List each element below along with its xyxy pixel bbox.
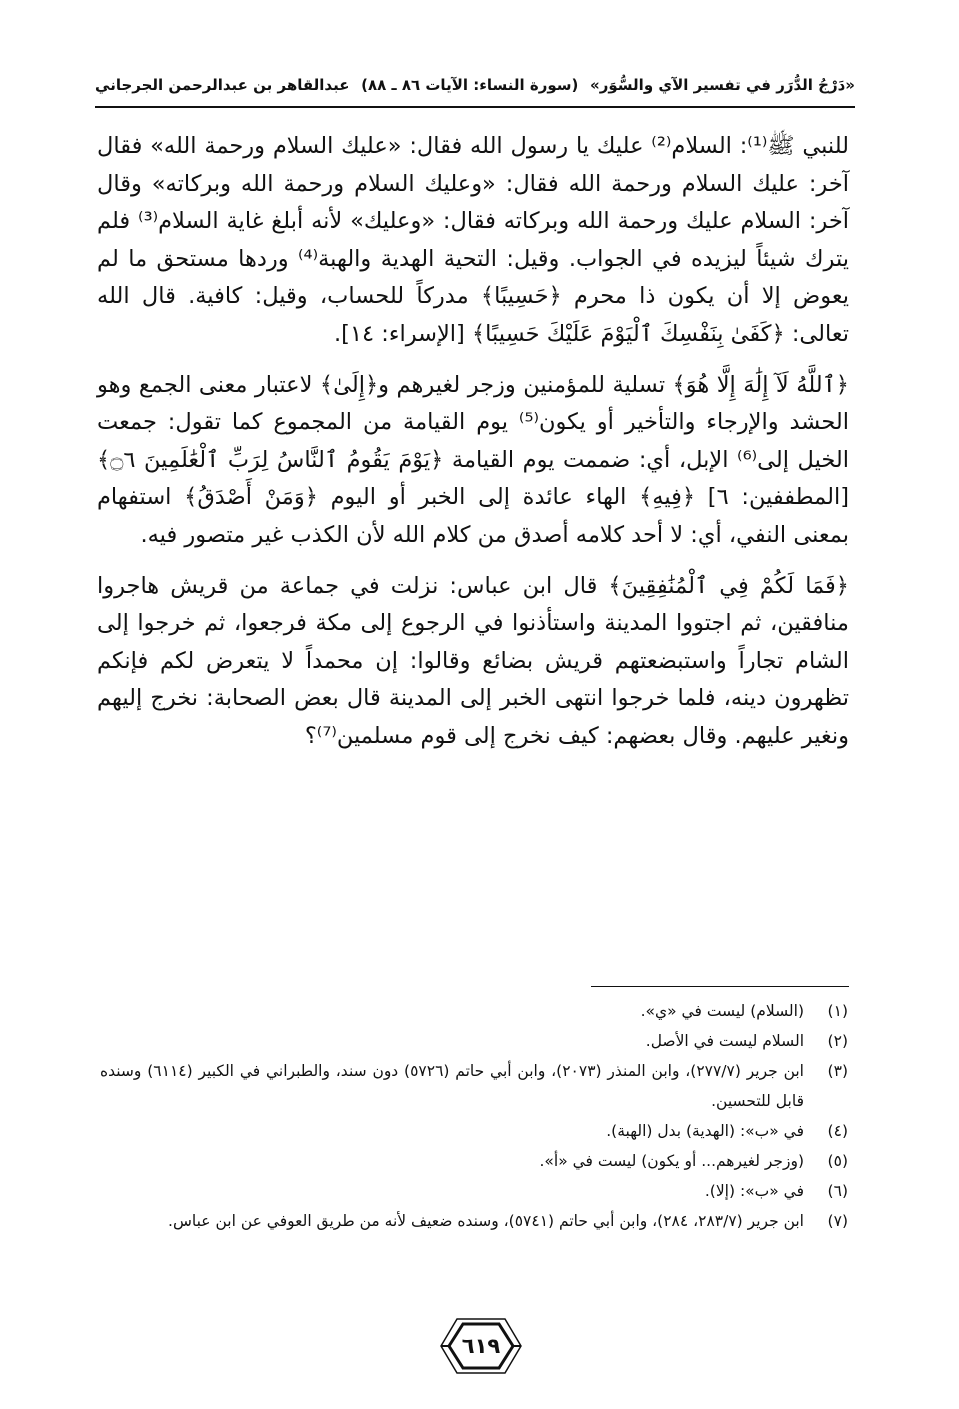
footnotes	[100, 996, 848, 1236]
footnote-item	[100, 1176, 848, 1206]
footnote-number: (٦)	[827, 1182, 848, 1200]
header-author: عبدالقاهر بن عبدالرحمن الجرجاني	[95, 76, 350, 94]
footnote-number: (٢)	[827, 1032, 848, 1050]
footnote-item	[100, 1116, 848, 1146]
footnote-item	[100, 1026, 848, 1056]
header-surah-range: (سورة النساء: الآيات ٨٦ ـ ٨٨)	[361, 76, 579, 94]
running-header	[95, 68, 855, 102]
footnote-number: (٣)	[827, 1062, 848, 1080]
footnote-text: (السلام) ليست في «ي».	[640, 1002, 804, 1020]
footnote-item	[100, 1146, 848, 1176]
footnote-separator	[591, 986, 849, 987]
footnote-number: (١)	[827, 1002, 848, 1020]
paragraph-3: ﴿فَمَا لَكُمْ فِي ٱلْمُنَٰفِقِينَ﴾ قال ابن عباس: نزلت في جماعة من قريش هاجروا منافقين، ثم اجتووا المدينة واستأذنوا في الرجوع إلى مكة فرجعوا، ثم خرجوا إلى الشام تجاراً واستبضعتهم قريش بضائع وقالوا: إن محمداً لا يتعرض لكم فإنكم تظهرون دينه، فلما خرجوا انتهى الخبر إلى المدينة قال بعض الصحابة: نخرج إليهم ونغير عليهم. وقال بعضهم: كيف نخرج إلى قوم مسلمين⁽⁷⁾؟	[97, 572, 849, 749]
paragraph-2: ﴿ٱللَّهُ لَآ إِلَٰهَ إِلَّا هُوَ﴾ تسلية للمؤمنين وزجر لغيرهم و﴿إِلَىٰ﴾ لاعتبار معنى الجمع وهو الحشد والإرجاء والتأخير أو يكون⁽⁵⁾ يوم القيامة من المجموع كما تقول: جمعت الخيل إلى⁽⁶⁾ الإبل، أي: ضممت يوم القيامة ﴿يَوْمَ يَقُومُ ٱلنَّاسُ لِرَبِّ ٱلْعَٰلَمِينَ ۝٦﴾ [المطففين: ٦] ﴿فِيهِ﴾ الهاء عائدة إلى الخبر أو اليوم ﴿وَمَنْ أَصْدَقُ﴾ استفهام بمعنى النفي، أي: لا أحد كلامه أصدق من كلام الله لأن الكذب غير متصور فيه.	[97, 371, 850, 548]
footnote-text: ابن جرير (٢٧٧/٧)، وابن المنذر (٢٠٧٣)، وابن أبي حاتم (٥٧٢٦) دون سند، والطبراني في الكبير (٦١١٤) وسنده قابل للتحسين.	[100, 1062, 804, 1110]
main-text	[97, 128, 849, 756]
footnote-text: (وزجر لغيرهم... أو يكون) ليست في «أ».	[539, 1152, 804, 1170]
footnote-number: (٧)	[827, 1212, 848, 1230]
footnote-text: ابن جرير (٢٨٣/٧، ٢٨٤)، وابن أبي حاتم (٥٧٤١)، وسنده ضعيف لأنه من طريق العوفي عن ابن عباس.	[168, 1212, 804, 1230]
header-book-title: «دَرْجُ الدُّرَر في تفسير الآي والسُّوَر»	[590, 76, 855, 94]
footnote-text: السلام ليست في الأصل.	[645, 1032, 804, 1050]
footnote-item	[100, 1056, 848, 1116]
footnote-number: (٤)	[827, 1122, 848, 1140]
header-rule	[95, 106, 855, 108]
page-number: ٦١٩	[461, 1334, 501, 1358]
footnote-item	[100, 1206, 848, 1236]
footnote-text: في «ب»: (إلا).	[704, 1182, 804, 1200]
footnote-text: في «ب»: (الهدية) بدل (الهبة).	[606, 1122, 804, 1140]
footnote-item	[100, 996, 848, 1026]
footnote-number: (٥)	[827, 1152, 848, 1170]
paragraph-1: للنبي ﷺ⁽¹⁾: السلام⁽²⁾ عليك يا رسول الله فقال: «عليك السلام ورحمة الله» فقال آخر: عليك السلام ورحمة الله فقال: «وعليك السلام ورحمة الله وبركاته» وقال آخر: السلام عليك ورحمة الله وبركاته فقال: «وعليك» لأنه أبلغ غاية السلام⁽³⁾ فلم يترك شيئاً ليزيده في الجواب. وقيل: التحية الهدية والهبة⁽⁴⁾ وردها مستحق ما لم يعوض إلا أن يكون ذا محرم ﴿حَسِيبًا﴾ مدركاً للحساب، وقيل: كافية. قال الله تعالى: ﴿كَفَىٰ بِنَفْسِكَ ٱلْيَوْمَ عَلَيْكَ حَسِيبًا﴾ [الإسراء: ١٤].	[97, 133, 849, 347]
